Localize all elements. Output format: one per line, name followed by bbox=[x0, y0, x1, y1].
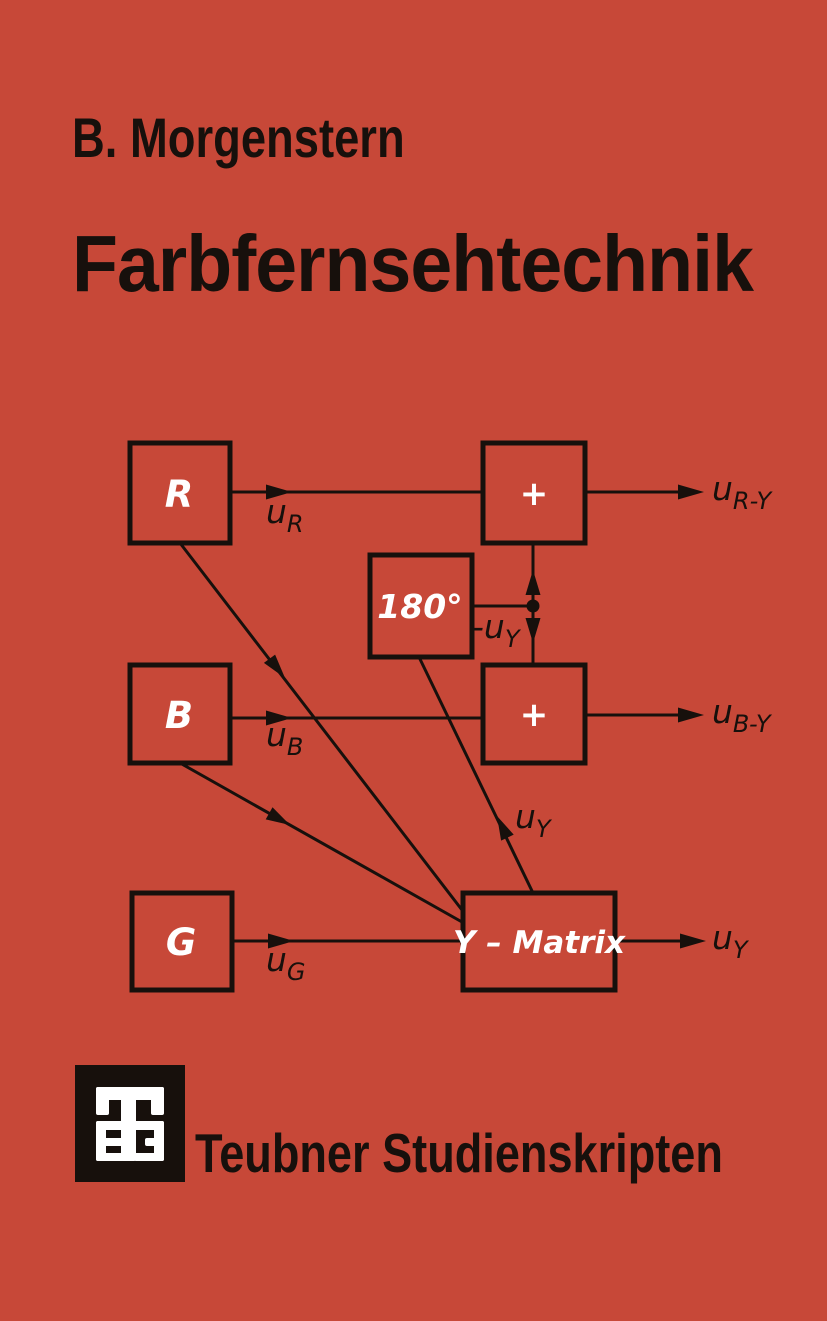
teubner-tg-monogram-icon bbox=[90, 1081, 170, 1165]
wire-b-to-ymatrix-diag bbox=[180, 763, 462, 922]
author-name: B. Morgenstern bbox=[72, 106, 405, 169]
arrowhead-junction-down bbox=[526, 618, 541, 643]
signal-ub: $u_B$ bbox=[266, 715, 304, 761]
box-b-label: B bbox=[164, 694, 194, 737]
book-title: Farbfernsehtechnik bbox=[72, 219, 753, 308]
arrowhead-uby bbox=[678, 708, 704, 723]
box-adder-1-label: + bbox=[519, 474, 549, 514]
arrowhead-junction-up bbox=[526, 570, 541, 595]
box-invert-label: 180° bbox=[377, 587, 463, 626]
signal-uy-out: $u_Y$ bbox=[712, 918, 748, 964]
box-adder-2-label: + bbox=[519, 695, 549, 735]
junction-dot bbox=[527, 600, 540, 613]
publisher-logo-block bbox=[75, 1065, 185, 1182]
signal-ury: $u_{R-Y}$ bbox=[712, 469, 772, 515]
arrowhead-uy-feed bbox=[497, 816, 514, 841]
connector-lines bbox=[180, 492, 694, 941]
signal-uby: $u_{B-Y}$ bbox=[712, 692, 771, 738]
box-g-label: G bbox=[165, 921, 197, 964]
box-r-label: R bbox=[164, 473, 194, 516]
arrowhead-b-diag bbox=[266, 807, 290, 825]
signal-minus-uy: $-u_Y$ bbox=[472, 607, 520, 653]
signal-uy-feed: $u_Y$ bbox=[515, 797, 551, 843]
signal-ug: $u_G$ bbox=[266, 940, 306, 986]
arrowhead-uy-out bbox=[680, 934, 706, 949]
publisher-series-label: Teubner Studienskripten bbox=[195, 1122, 723, 1184]
arrowhead-ury bbox=[678, 485, 704, 500]
wire-ymatrix-to-invert-diag bbox=[419, 657, 533, 893]
signal-ur: $u_R$ bbox=[266, 492, 304, 538]
box-y-matrix-label: Y – Matrix bbox=[452, 925, 626, 961]
